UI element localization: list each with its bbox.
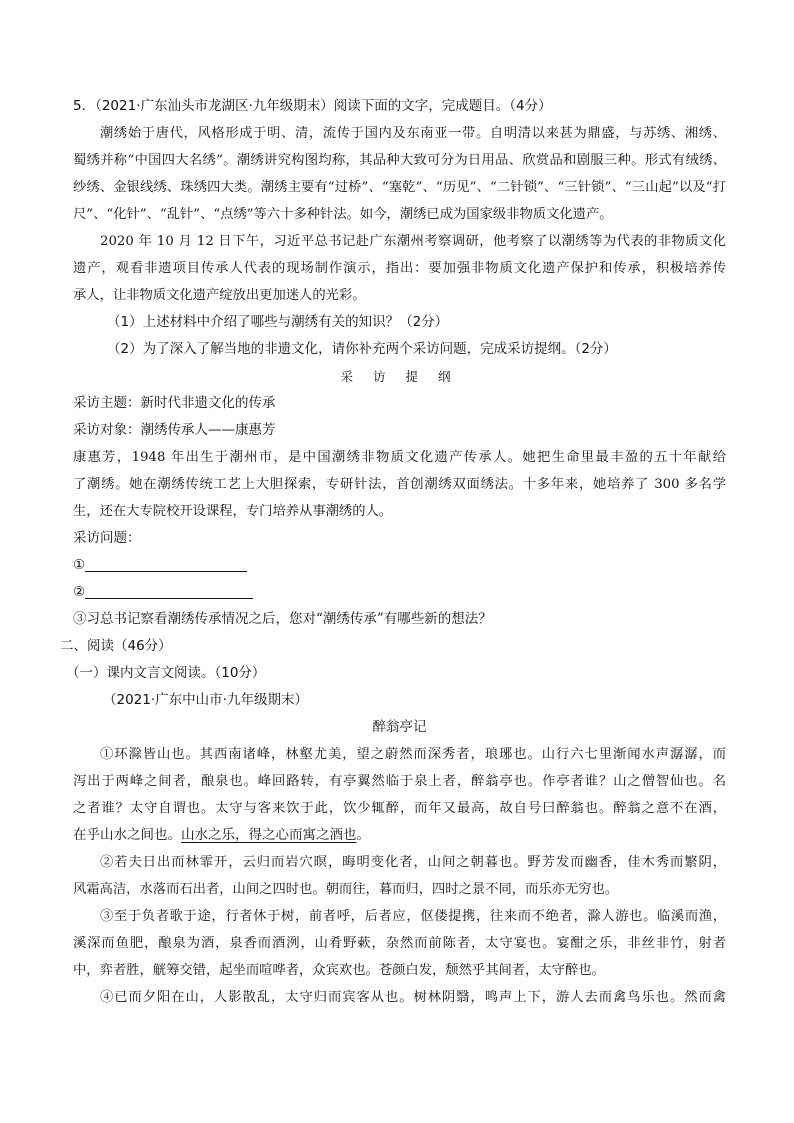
text-line: 风霜高洁，水落而石出者，山间之四时也。朝而往，暮而归，四时之景不同，而乐亦无穷也。 <box>73 882 619 897</box>
essay-paragraph-1 <box>73 741 726 849</box>
essay-paragraph-2 <box>73 849 726 903</box>
text-line: 潮绣始于唐代，风格形成于明、清，流传于国内及东南亚一带。自明清以来甚为鼎盛，与苏绣、湘绣、 <box>100 126 726 141</box>
interview-question-3: ③习总书记察看潮绣传承情况之后，您对“潮绣传承”有哪些新的想法？ <box>73 611 492 627</box>
interview-question-1 <box>73 552 726 579</box>
underlined-sentence: 山水之乐，得之心而寓之酒也 <box>181 827 357 843</box>
essay-source: （2021·广东中山市·九年级期末） <box>103 692 308 708</box>
text-line: ①环滁皆山也。其西南诸峰，林壑尤美，望之蔚然而深秀者，琅琊也。山行六七里渐闻水声潺潺，而 <box>100 747 726 762</box>
sub-question-1: （1）上述材料中介绍了哪些与潮绣有关的知识？（2分） <box>107 314 449 330</box>
text-line: 纱绣、金银线绣、珠绣四大类。潮绣主要有“过桥”、“塞乾”、“历见”、“二针锁”、“三针锁”、“三山起”以及“打 <box>73 180 726 195</box>
text-line: 了潮绣。她在潮绣传统工艺上大胆探索，专研针法，首创潮绣双面绣法。十多年来，她培养了 300 多名学 <box>73 477 726 492</box>
essay-title: 醉翁亭记 <box>372 719 427 735</box>
text-line: ②若夫日出而林霏开，云归而岩穴暝，晦明变化者，山间之朝暮也。野芳发而幽香，佳木秀而繁阴， <box>100 855 726 870</box>
text-line: 蜀绣并称“中国四大名绣”。潮绣讲究构图均称，其品种大致可分为日用品、欣赏品和剧服三种。形式有绒绣、 <box>73 153 726 168</box>
essay-paragraph-4 <box>73 984 726 1011</box>
passage-paragraph-1 <box>73 120 726 228</box>
text-line: 2020 年 10 月 12 日下午，习近平总书记赴广东潮州考察调研，他考察了以潮绣等为代表的非物质文化 <box>100 234 726 249</box>
question-number-2: ② <box>73 584 86 600</box>
text-line: ③至于负者歌于途，行者休于树，前者呼，后者应，伛偻提携，往来而不绝者，滁人游也。临溪而渔， <box>100 909 726 924</box>
text-line: 承人，让非物质文化遗产绽放出更加迷人的光彩。 <box>73 288 366 303</box>
interviewee-bio <box>73 444 726 525</box>
interview-questions-label: 采访问题： <box>73 530 141 546</box>
text-line: 泻出于两峰之间者，酿泉也。峰回路转，有亭翼然临于泉上者，醉翁亭也。作亭者谁？山之僧智仙也。名 <box>73 774 726 789</box>
text-line: 尺”、“化针”、“乱针”、“点绣”等六十多种针法。如今，潮绣已成为国家级非物质文化遗产。 <box>73 207 613 222</box>
text-line: 遗产，观看非遗项目传承人代表的现场制作演示，指出：要加强非物质文化遗产保护和传承，积极培养传 <box>73 261 726 276</box>
answer-blank-2[interactable] <box>85 582 253 599</box>
interview-outline-title: 采 访 提 纲 <box>340 369 459 384</box>
text-span: 在乎山水之间也。 <box>73 827 181 843</box>
question-number-1: ① <box>73 557 86 573</box>
text-line: ④已而夕阳在山，人影散乱，太守归而宾客从也。树林阴翳，鸣声上下，游人去而禽鸟乐也。然而禽 <box>100 990 726 1005</box>
interview-theme: 采访主题：新时代非遗文化的传承 <box>73 395 276 411</box>
interview-target: 采访对象：潮绣传承人——康惠芳 <box>73 422 276 438</box>
question-5-header: 5．（2021·广东汕头市龙湖区·九年级期末）阅读下面的文字，完成题目。（4分） <box>73 98 552 114</box>
section-2-header: 二、阅读（46分） <box>60 638 172 654</box>
section-2-part-1-header: （一）课内文言文阅读。（10分） <box>66 665 266 681</box>
text-line: 溪深而鱼肥，酿泉为酒，泉香而酒洌，山肴野蔌，杂然而前陈者，太守宴也。宴酣之乐，非丝非竹，射者 <box>73 936 726 951</box>
text-line: 康惠芳，1948 年出生于潮州市，是中国潮绣非物质文化遗产传承人。她把生命里最丰盈的五十年献给 <box>73 450 726 465</box>
text-line: 之者谁？太守自谓也。太守与客来饮于此，饮少辄醉，而年又最高，故自号曰醉翁也。醉翁之意不在酒， <box>73 801 726 816</box>
text-line <box>73 822 726 849</box>
text-span: 。 <box>356 827 370 843</box>
answer-blank-1[interactable] <box>85 555 247 572</box>
interview-question-2 <box>73 579 726 606</box>
essay-paragraph-3 <box>73 903 726 984</box>
passage-paragraph-2 <box>73 228 726 309</box>
text-line: 生，还在大专院校开设课程，专门培养从事潮绣的人。 <box>73 504 393 519</box>
sub-question-2: （2）为了深入了解当地的非遗文化，请你补充两个采访问题，完成采访提纲。（2分） <box>107 341 617 357</box>
text-line: 中，弈者胜，觥筹交错，起坐而喧哗者，众宾欢也。苍颜白发，颓然乎其间者，太守醉也。 <box>73 963 605 978</box>
